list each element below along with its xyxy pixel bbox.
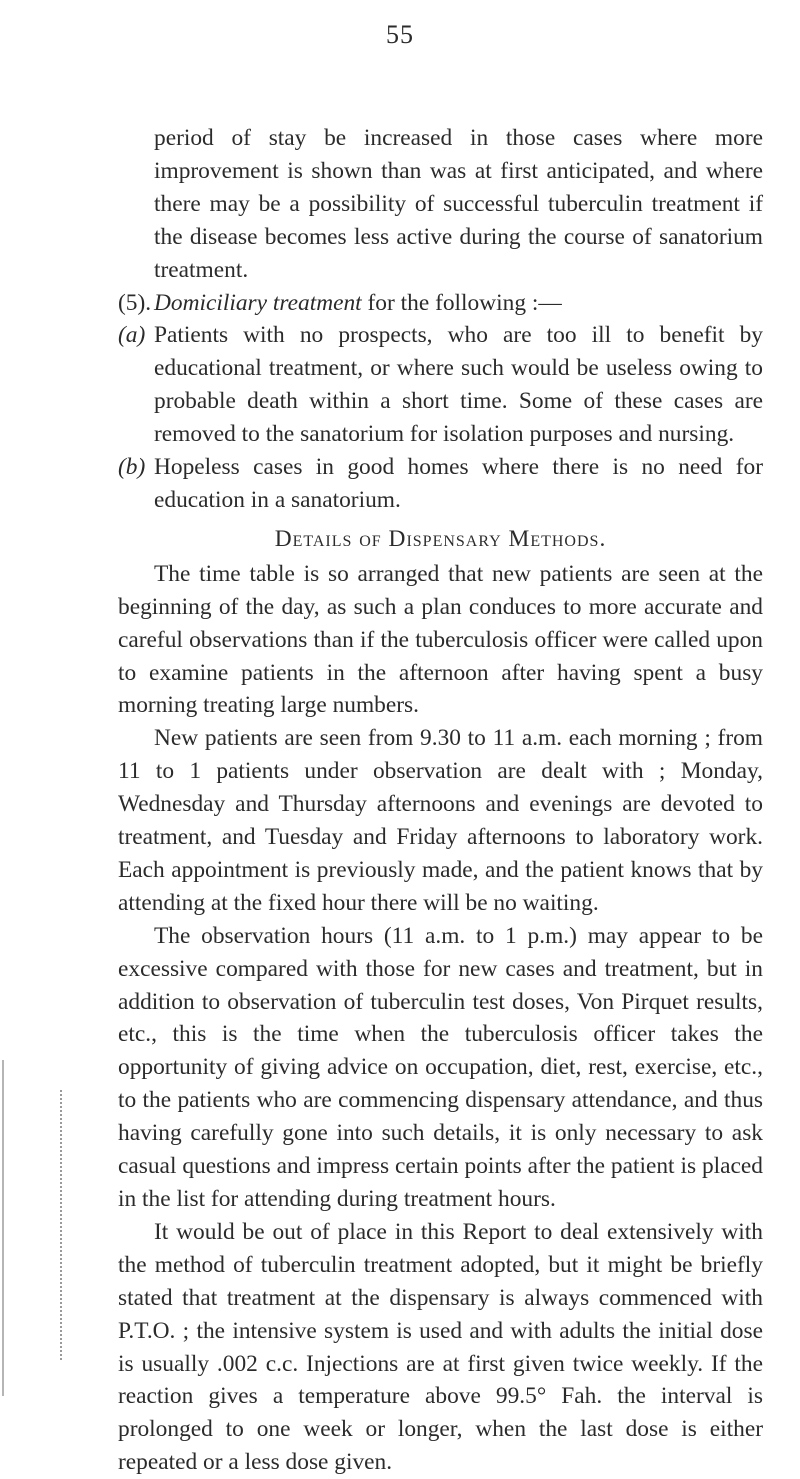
list-item-a-text: Patients with no prospects, who are too ill to benefit by educational treatment, or where such would be useless owing to probable death within a short time. Some of these cases are removed to the sanatorium for isolation purposes and nursing.	[154, 322, 763, 448]
list-item-b-text: Hopeless cases in good homes where there is no need for education in a sanatorium.	[154, 454, 763, 513]
domiciliary-treatment-label: Domiciliary treatment	[154, 289, 362, 316]
list-item-5-text: for the following :—	[361, 289, 562, 316]
paragraph-schedule: New patients are seen from 9.30 to 11 a.m. each morning ; from 11 to 1 patients under observation are dealt with ; Monday, Wednesday and Thursday afternoons and evenings are devoted to treatment, and Tuesday and Friday afternoons to laboratory work. Each appointment is previously made, and the patient knows that by attending at the fixed hour there will be no waiting.	[118, 725, 763, 916]
continuation-paragraph: period of stay be increased in those cases where more improvement is shown than was at first anticipated, and where there may be a possibility of successful tuberculin treatment if the disease becomes less active during the course of sanatorium treatment.	[154, 125, 763, 283]
list-item-b	[118, 451, 763, 517]
paragraph-tuberculin-treatment: It would be out of place in this Report to deal extensively with the method of tuberculin treatment adopted, but it might be briefly stated that treatment at the dispensary is always commenced with P.T.O. ; the intensive system is used and with adults the initial dose is usually .002 c.c. Injections are at first given twice weekly. If the reaction gives a temperature above 99.5° Fah. the interval is prolonged to one week or longer, when the last dose is either repeated or a less dose given.	[118, 1218, 763, 1476]
page-number: 55	[386, 20, 414, 49]
body-text	[118, 122, 763, 1479]
margin-binding-marks	[60, 1090, 66, 1360]
list-item-a	[118, 319, 763, 451]
list-item-5	[118, 287, 763, 320]
paragraph-time-table: The time table is so arranged that new patients are seen at the beginning of the day, as such a plan conduces to more accurate and careful observations than if the tuberculosis officer were called upon to examine patients in the afternoon after having spent a busy morning treating large numbers.	[118, 560, 763, 719]
paragraph-observation-hours: The observation hours (11 a.m. to 1 p.m.) may appear to be excessive compared with those for new cases and treatment, but in addition to observation of tuberculin test doses, Von Pirquet results, etc., this is the time when the tuberculosis officer takes the opportunity of giving advice on occupation, diet, rest, exercise, etc., to the patients who are commencing dispensary attendance, and thus having carefully gone into such details, it is only necessary to ask casual questions and impress certain points after the patient is placed in the list for attending during treatment hours.	[118, 922, 763, 1212]
section-heading: Details of Dispensary Methods.	[274, 525, 607, 552]
list-marker-5: (5).	[118, 289, 152, 316]
page-edge-shadow	[2, 1060, 4, 1396]
list-marker-b: (b)	[118, 454, 146, 481]
list-marker-a: (a)	[118, 322, 146, 349]
